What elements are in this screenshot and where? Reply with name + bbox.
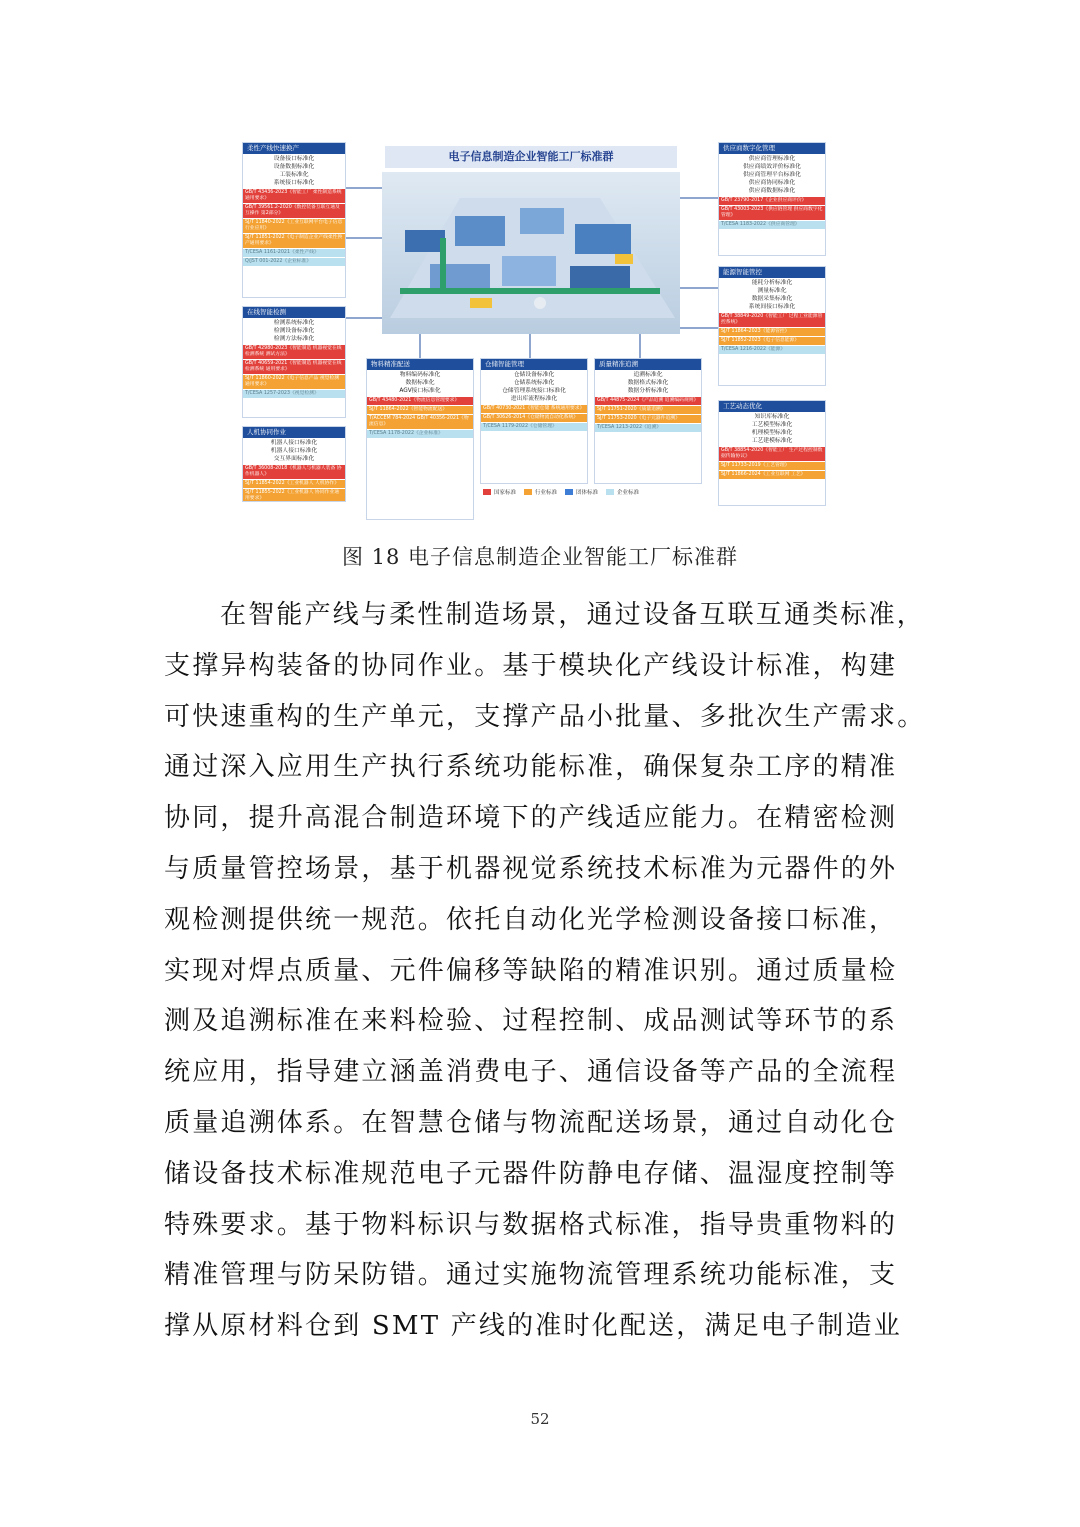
standard-item: 检测方法标准化 xyxy=(273,336,315,342)
box-title: 工艺动态优化 xyxy=(719,401,825,412)
standard-item: 测量标准化 xyxy=(757,288,787,294)
standard-item: 追溯标准化 xyxy=(633,372,663,378)
standard-item: 设备接口标准化 xyxy=(273,156,315,162)
national-standard: GB/T 42980-2023《智能制造 机器视觉在线检测系统 测试方法》 xyxy=(243,345,345,359)
paragraph-line: 可快速重构的生产单元，支撑产品小批量、多批次生产需求。 xyxy=(164,701,926,732)
body-paragraph xyxy=(164,590,934,1352)
legend-item xyxy=(565,488,598,496)
national-standard: GB/T 36008-2018《机器人与机器人装备 协作机器人》 xyxy=(243,465,345,479)
national-standard: GB/T 43003-2023《供应链管理 供应商数字化管理》 xyxy=(719,206,825,220)
standard-item: 数据标准化 xyxy=(405,380,435,386)
legend-swatch xyxy=(524,489,532,495)
standard-item: 工装标准化 xyxy=(279,172,309,178)
paragraph-line: 统应用，指导建立涵盖消费电子、通信设备等产品的全流程 xyxy=(164,1057,898,1088)
box-title: 质量精准追溯 xyxy=(595,359,701,370)
legend-label: 国家标准 xyxy=(494,490,517,496)
standard-item: 数据分析标准化 xyxy=(627,388,669,394)
legend-item xyxy=(606,488,639,496)
legend-item xyxy=(524,488,557,496)
box-online-inspection xyxy=(242,306,346,418)
industry-standard: SJ/T 11733-2019《工艺管理》 xyxy=(719,462,825,470)
national-standard: GB/T 38849-2020《智能工厂 过程工业能源管控系统》 xyxy=(719,313,825,327)
paragraph-line: 通过深入应用生产执行系统功能标准，确保复杂工序的精准 xyxy=(164,752,898,783)
box-flex-line xyxy=(242,142,346,298)
enterprise-standard: T/CESA 1161-2021《柔性产线》 xyxy=(243,249,345,257)
legend-label: 行业标准 xyxy=(535,490,558,496)
box-title: 能源智能管控 xyxy=(719,267,825,278)
paragraph-line: 储设备技术标准规范电子元器件防静电存储、温湿度控制等 xyxy=(164,1158,898,1189)
standard-item: 仓储设备标准化 xyxy=(513,372,555,378)
page-number: 52 xyxy=(530,1410,550,1428)
paragraph-line: 在智能产线与柔性制造场景，通过设备互联互通类标准， xyxy=(220,600,926,630)
paragraph-line: 精准管理与防呆防错。通过实施物流管理系统功能标准，支 xyxy=(164,1260,898,1291)
enterprise-standard: Q/JST 001-2022《企业标准》 xyxy=(243,258,345,266)
standard-item: 检测系统标准化 xyxy=(273,320,315,326)
standard-item: 系统间接口标准化 xyxy=(748,304,796,310)
paragraph-line: 测及追溯标准在来料检验、过程控制、成品测试等环节的系 xyxy=(164,1006,898,1037)
box-supplier xyxy=(718,142,826,256)
box-title: 物料精准配送 xyxy=(367,359,473,370)
enterprise-standard: T/CESA 1213-2022《追溯》 xyxy=(595,424,701,432)
box-title: 仓储智能管理 xyxy=(481,359,587,370)
standard-item: 仓储系统标准化 xyxy=(513,380,555,386)
paragraph-line: 特殊要求。基于物料标识与数据格式标准，指导贵重物料的 xyxy=(164,1209,898,1240)
industry-standard: GB/T 30626-2014《仓储物流自动化系统》 xyxy=(481,414,587,422)
national-standard: GB/T 43480-2021《物流信息管理要求》 xyxy=(367,397,473,405)
standards-figure xyxy=(240,138,826,522)
national-standard: GB/T 39561.2-2020《数控装备互联互通及互操作 第2部分》 xyxy=(243,204,345,218)
national-standard: GB/T 43436-2023《智能工厂 柔性制造系统 通用要求》 xyxy=(243,189,345,203)
paragraph-line: 观检测提供统一规范。依托自动化光学检测设备接口标准， xyxy=(164,904,898,935)
standard-item: 检测设备标准化 xyxy=(273,328,315,334)
box-material-delivery xyxy=(366,358,474,520)
standard-item: 机器人接口标准化 xyxy=(270,448,318,454)
enterprise-standard: T/CESA 1257-2023《视觉检测》 xyxy=(243,390,345,398)
industry-standard: GB/T 40730-2021《智能仓储 系统通用要求》 xyxy=(481,405,587,413)
national-standard: GB/T 44875-2024《产品追溯 追溯编码规则》 xyxy=(595,397,701,405)
standard-item: 数据采集标准化 xyxy=(751,296,793,302)
figure-caption: 图 18 电子信息制造企业智能工厂标准群 xyxy=(341,545,739,569)
standard-item: 能耗分析标准化 xyxy=(751,280,793,286)
standard-item: 设备数据标准化 xyxy=(273,164,315,170)
standard-item: 交互界面标准化 xyxy=(273,456,315,462)
box-title: 供应商数字化管理 xyxy=(719,143,825,154)
paragraph-line: 撑从原材料仓到 SMT 产线的准时化配送，满足电子制造业 xyxy=(164,1311,902,1342)
standard-item: 数据格式标准化 xyxy=(627,380,669,386)
industry-standard: SJ/T 11864-2023《能源管控》 xyxy=(719,328,825,336)
standard-item: 机理模型标准化 xyxy=(751,430,793,436)
legend xyxy=(483,487,647,497)
box-process xyxy=(718,400,826,506)
standard-item: 供应商管理平台标准化 xyxy=(743,172,801,178)
standard-item: 供应商数据标准化 xyxy=(748,188,796,194)
standard-item: 物料编码标准化 xyxy=(399,372,441,378)
box-title: 柔性产线快速换产 xyxy=(243,143,345,154)
standard-item: 进出库流程标准化 xyxy=(510,396,558,402)
enterprise-standard: T/CESA 1178-2022《企业标准》 xyxy=(367,430,473,438)
legend-label: 企业标准 xyxy=(617,490,640,496)
industry-standard: SJ/T 11855-2022《工业机器人 协同作业通用要求》 xyxy=(243,489,345,502)
industry-standard: SJ/T 11866-2024《工业互联网 工艺》 xyxy=(719,471,825,479)
standard-item: 供应商管理标准化 xyxy=(748,156,796,162)
standard-item: AGV接口标准化 xyxy=(399,388,441,394)
standard-item: 供应商协同标准化 xyxy=(748,180,796,186)
paragraph-line: 与质量管控场景，基于机器视觉系统技术标准为元器件的外 xyxy=(164,853,898,884)
legend-item xyxy=(483,488,516,496)
legend-swatch xyxy=(606,489,614,495)
national-standard: GB/T 40659-2021《智能制造 机器视觉在线检测系统 通用要求》 xyxy=(243,360,345,374)
standard-item: 知识库标准化 xyxy=(754,414,790,420)
enterprise-standard: T/CESA 1179-2022《仓储管理》 xyxy=(481,423,587,431)
box-quality-trace xyxy=(594,358,702,484)
legend-swatch xyxy=(565,489,573,495)
enterprise-standard: T/CESA 1183-2022《供应商管理》 xyxy=(719,221,825,229)
paragraph-line: 协同，提升高混合制造环境下的产线适应能力。在精密检测 xyxy=(164,803,898,834)
figure-title: 电子信息制造企业智能工厂标准群 xyxy=(385,146,677,168)
paragraph-line: 实现对焊点质量、元件偏移等缺陷的精准识别。通过质量检 xyxy=(164,955,898,986)
industry-standard: SJ/T 11851-2022《电子制造企业产线柔性换产通用要求》 xyxy=(243,234,345,248)
industry-standard: SJ/T 11860-2022《电子信息产品 视觉检测通用要求》 xyxy=(243,375,345,389)
standard-item: 仓储管理系统接口标准化 xyxy=(502,388,566,394)
box-human-machine xyxy=(242,426,346,502)
industry-standard: SJ/T 11753-2020《电子元器件追溯》 xyxy=(595,415,701,423)
industry-standard: SJ/T 11864-2022《智能物流配送》 xyxy=(367,406,473,414)
standard-item: 供应商绩效评价标准化 xyxy=(743,164,801,170)
national-standard: GB/T 38854-2020《智能工厂 生产过程控制数据传输协议》 xyxy=(719,447,825,461)
industry-standard: SJ/T 11854-2022《工业机器人 人机协作》 xyxy=(243,480,345,488)
legend-label: 团体标准 xyxy=(576,490,599,496)
industry-standard: SJ/T 11751-2020《质量追溯》 xyxy=(595,406,701,414)
industry-standard: SJ/T 11852-2023《电子信息能源》 xyxy=(719,337,825,345)
paragraph-line: 质量追溯体系。在智慧仓储与物流配送场景，通过自动化仓 xyxy=(164,1107,898,1138)
standard-item: 工艺模型标准化 xyxy=(751,422,793,428)
box-title: 人机协同作业 xyxy=(243,427,345,438)
box-title: 在线智能检测 xyxy=(243,307,345,318)
box-warehouse xyxy=(480,358,588,484)
legend-swatch xyxy=(483,489,491,495)
box-energy xyxy=(718,266,826,386)
standard-item: 工艺建模标准化 xyxy=(751,438,793,444)
industry-standard: SJ/T 11840-2022《工业互联网平台电子信息行业应用》 xyxy=(243,219,345,233)
paragraph-line: 支撑异构装备的协同作业。基于模块化产线设计标准，构建 xyxy=(164,650,898,681)
standard-item: 机器人接口标准化 xyxy=(270,440,318,446)
national-standard: GB/T 23790-2017《企业供应商评价》 xyxy=(719,197,825,205)
enterprise-standard: T/CESA 1216-2022《能源》 xyxy=(719,346,825,354)
industry-standard: T/ACCEM 784-2024 GB/T 40356-2021《物流信息》 xyxy=(367,415,473,429)
standard-item: 系统接口标准化 xyxy=(273,180,315,186)
